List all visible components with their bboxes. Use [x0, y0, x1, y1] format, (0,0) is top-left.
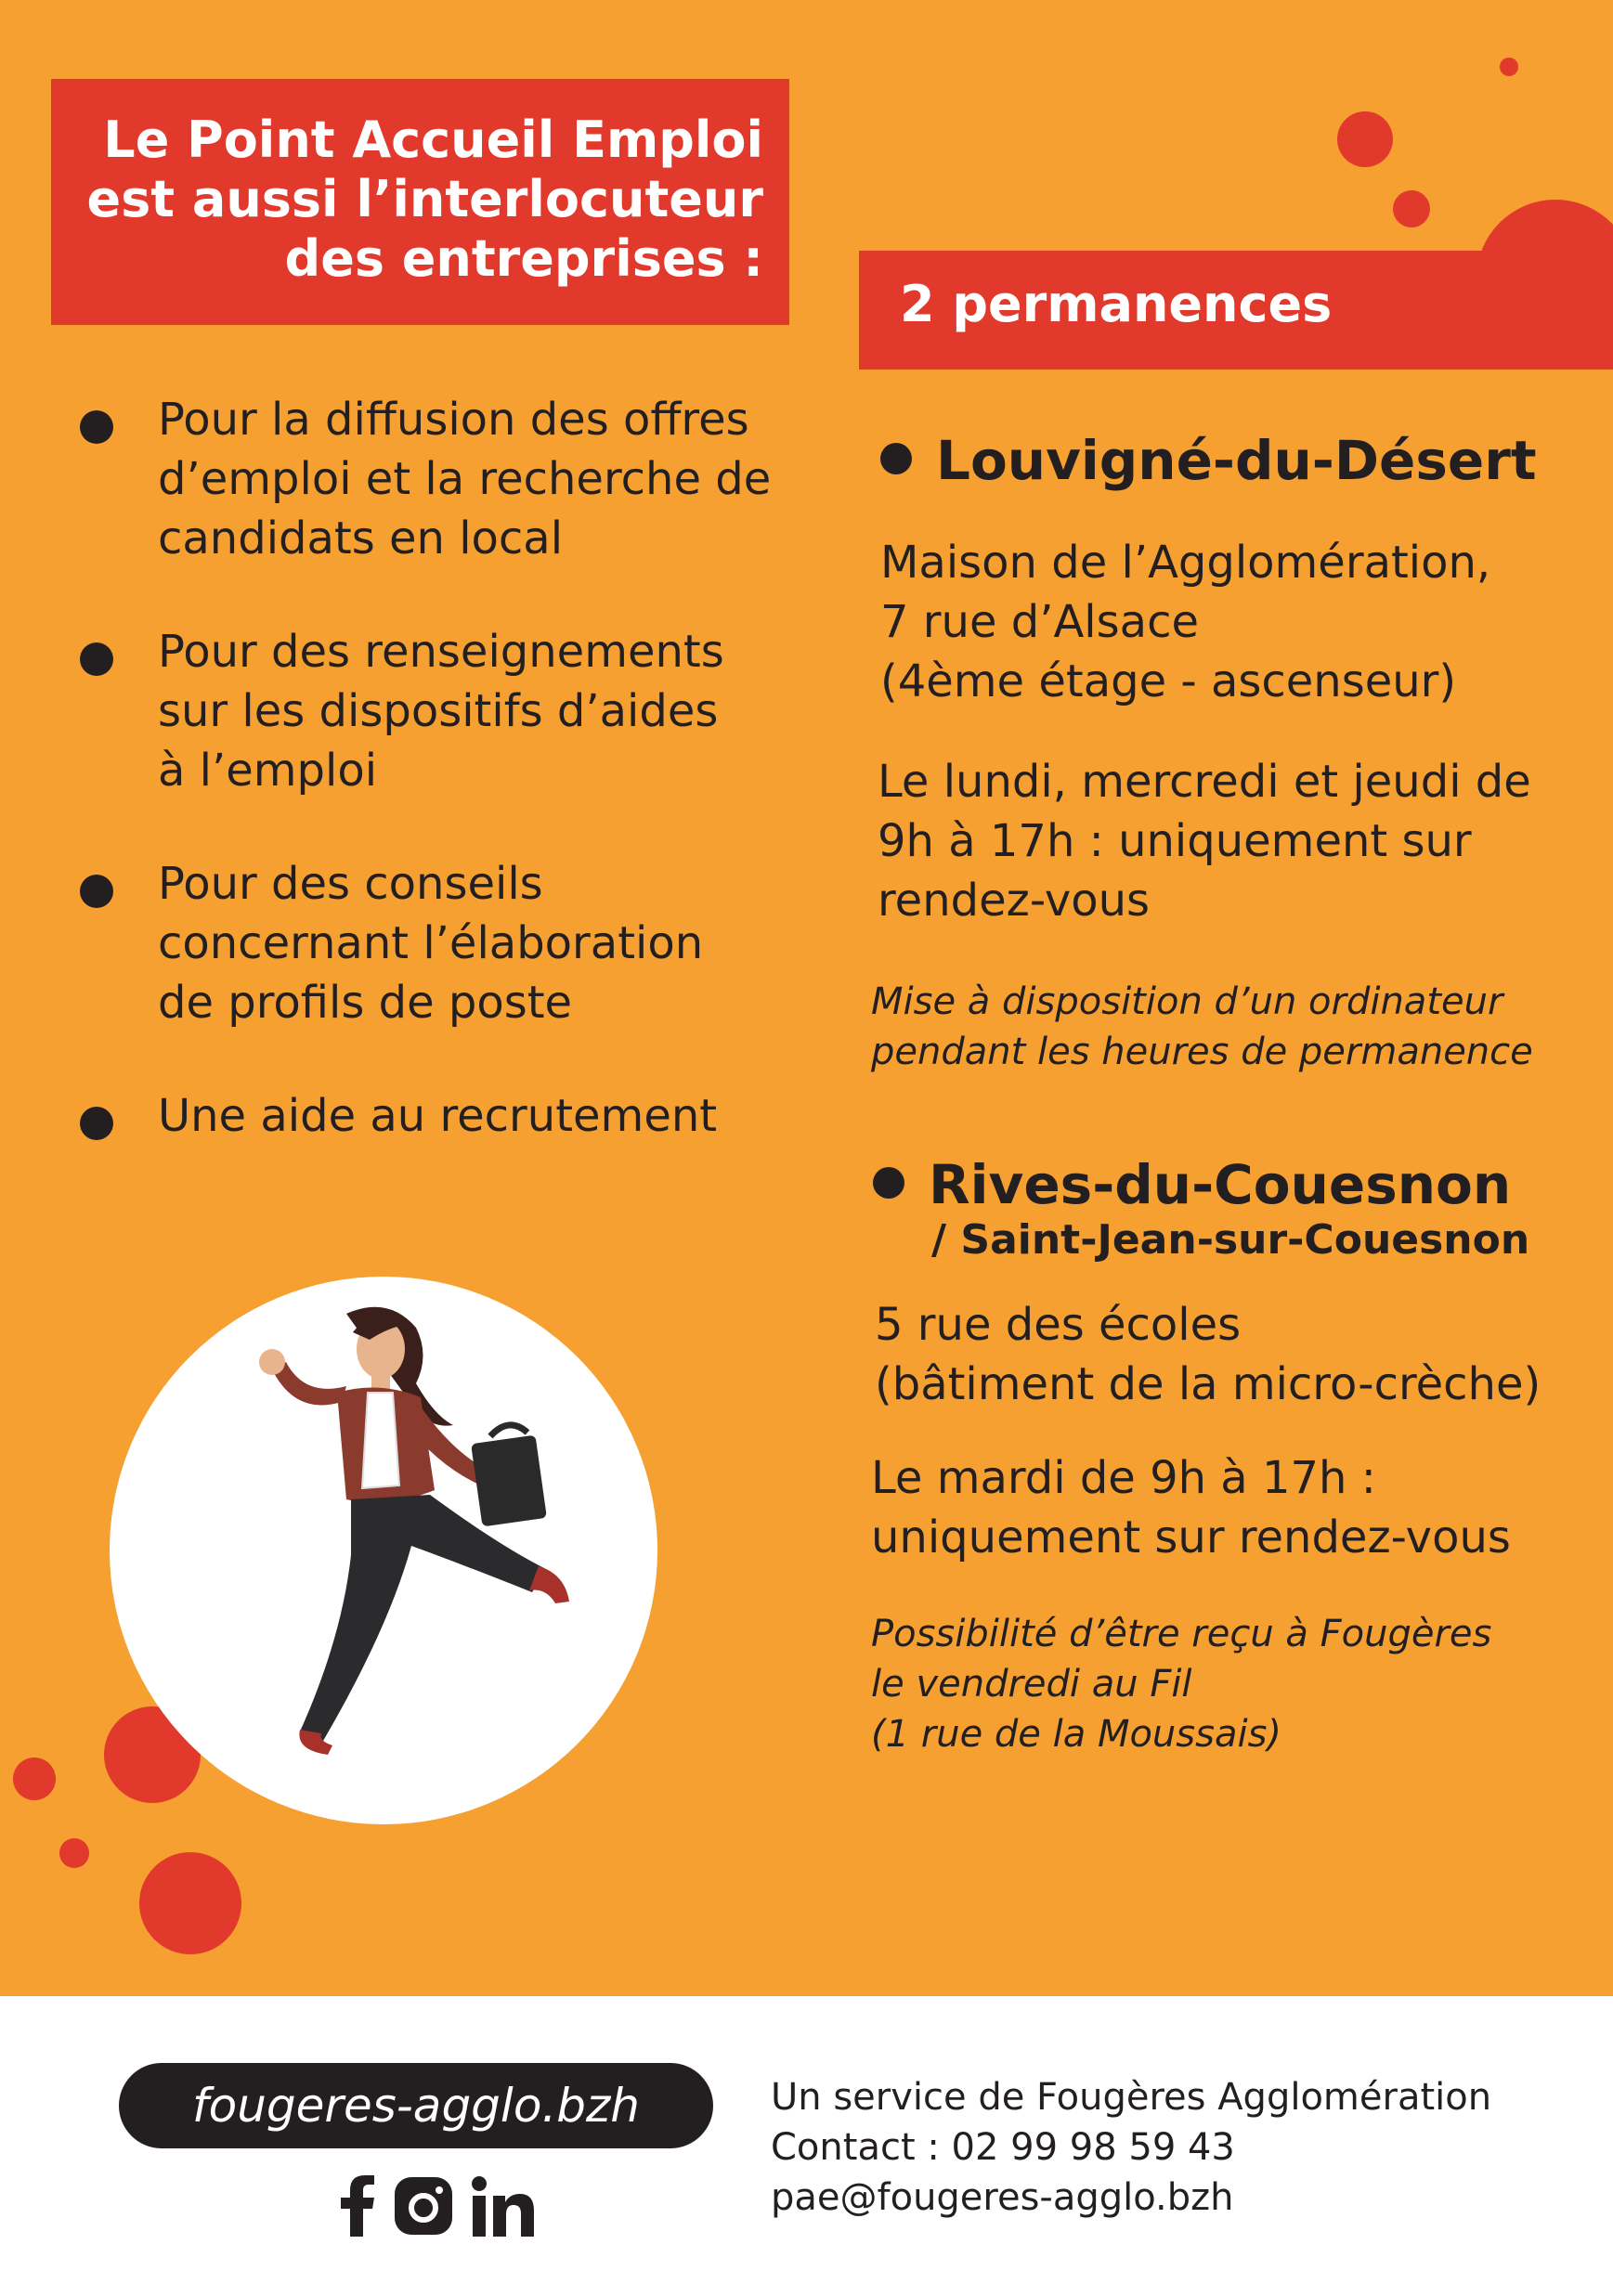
hours-line: 9h à 17h : uniquement sur — [878, 815, 1472, 867]
address-line: 5 rue des écoles — [875, 1299, 1242, 1351]
bullet-icon — [880, 443, 912, 474]
location-title-text: Louvigné-du-Désert — [936, 429, 1537, 492]
list-item-line: d’emploi et la recherche de — [158, 453, 772, 505]
footer-info — [771, 2072, 1491, 2223]
decorative-dot — [59, 1838, 89, 1868]
hours-line: Le lundi, mercredi et jeudi de — [878, 756, 1531, 808]
location-note — [871, 1609, 1491, 1759]
hours-line: Le mardi de 9h à 17h : — [871, 1452, 1376, 1504]
list-item-line: Pour la diffusion des offres — [158, 394, 749, 446]
note-line: (1 rue de la Moussais) — [871, 1713, 1282, 1756]
note-line: le vendredi au Fil — [871, 1663, 1192, 1706]
location-subtitle: / Saint-Jean-sur-Couesnon — [931, 1216, 1530, 1264]
location-address — [880, 533, 1490, 711]
decorative-dot — [13, 1758, 56, 1800]
note-line: Mise à disposition d’un ordinateur — [871, 980, 1503, 1023]
bullet-icon — [80, 642, 113, 676]
note-line: pendant les heures de permanence — [871, 1031, 1533, 1073]
permanences-banner: 2 permanences — [859, 251, 1613, 370]
list-item-line: candidats en local — [158, 512, 564, 564]
running-woman-illustration — [110, 1277, 657, 1824]
bullet-icon — [873, 1167, 904, 1199]
list-item-line: Pour des renseignements — [158, 626, 724, 678]
contact-phone[interactable]: Contact : 02 99 98 59 43 — [771, 2126, 1235, 2169]
decorative-dot — [1393, 190, 1430, 227]
list-item — [74, 622, 817, 800]
list-item-line: Pour des conseils — [158, 858, 543, 910]
social-links — [339, 2171, 536, 2241]
bullet-icon — [80, 410, 113, 444]
website-link[interactable]: fougeres-agglo.bzh — [119, 2063, 713, 2148]
location-title — [873, 1153, 1511, 1216]
services-list — [74, 390, 817, 1200]
hours-line: uniquement sur rendez-vous — [871, 1511, 1511, 1563]
facebook-icon[interactable] — [339, 2175, 376, 2237]
bullet-icon — [80, 875, 113, 908]
list-item — [74, 854, 817, 1032]
linkedin-icon[interactable] — [471, 2175, 536, 2237]
contact-email[interactable]: pae@fougeres-agglo.bzh — [771, 2176, 1234, 2219]
list-item-line: sur les dispositifs d’aides — [158, 685, 719, 737]
partners-banner — [51, 79, 789, 325]
banner-line: est aussi l’interlocuteur — [86, 170, 763, 228]
location-title-text: Rives-du-Couesnon — [929, 1153, 1512, 1216]
address-line: (bâtiment de la micro-crèche) — [875, 1358, 1541, 1410]
list-item — [74, 1086, 817, 1146]
hours-line: rendez-vous — [878, 875, 1151, 927]
instagram-icon[interactable] — [393, 2175, 454, 2237]
location-note — [871, 977, 1533, 1077]
address-line: (4ème étage - ascenseur) — [880, 655, 1457, 707]
list-item-line: concernant l’élaboration — [158, 917, 704, 969]
bullet-icon — [80, 1107, 113, 1140]
location-hours — [878, 752, 1531, 930]
banner-line: Le Point Accueil Emploi — [103, 110, 763, 169]
illustration-circle — [110, 1277, 657, 1824]
location-hours — [871, 1448, 1511, 1567]
list-item-line: à l’emploi — [158, 745, 378, 797]
decorative-dot — [1337, 111, 1393, 167]
list-item — [74, 390, 817, 568]
service-text: Un service de Fougères Agglomération — [771, 2076, 1492, 2119]
location-title — [880, 429, 1537, 492]
list-item-line: de profils de poste — [158, 977, 573, 1029]
address-line: Maison de l’Agglomération, — [880, 537, 1491, 589]
location-address — [875, 1295, 1541, 1414]
note-line: Possibilité d’être reçu à Fougères — [871, 1613, 1492, 1655]
address-line: 7 rue d’Alsace — [880, 596, 1199, 648]
banner-line: des entreprises : — [284, 229, 763, 288]
decorative-dot — [1500, 58, 1518, 76]
decorative-dot — [139, 1852, 241, 1954]
list-item-line: Une aide au recrutement — [158, 1090, 718, 1142]
